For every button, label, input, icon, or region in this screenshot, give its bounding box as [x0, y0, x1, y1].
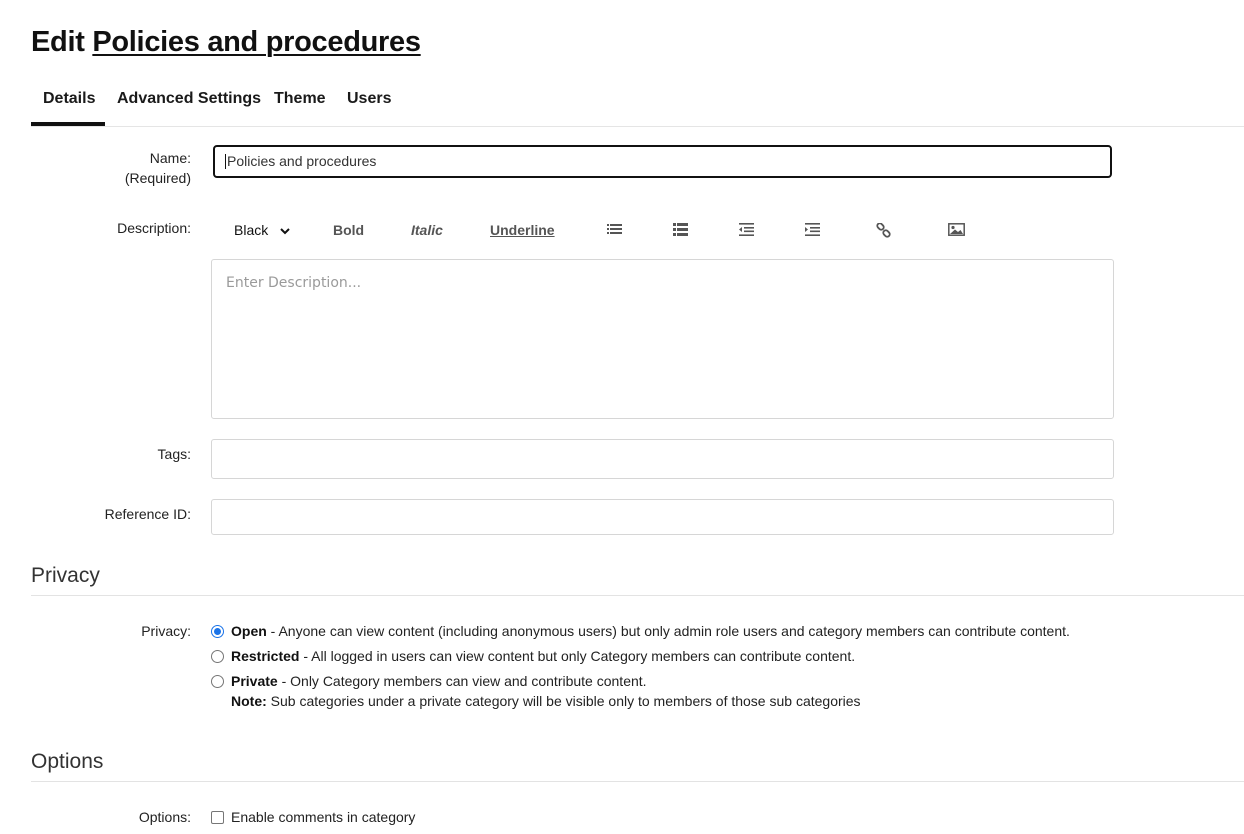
privacy-restricted-option[interactable]: [231, 646, 855, 666]
indent-icon: [805, 223, 820, 236]
indent-button[interactable]: [805, 216, 820, 244]
category-title-link[interactable]: Policies and procedures: [92, 26, 421, 58]
numbered-list-button[interactable]: [673, 216, 688, 244]
tab-theme[interactable]: [274, 84, 326, 126]
description-editor[interactable]: [211, 259, 1114, 419]
italic-button[interactable]: Italic: [411, 222, 443, 238]
tab-bar: [31, 84, 1244, 127]
numbered-list-icon: [673, 223, 688, 236]
bulleted-list-icon: [607, 223, 622, 236]
font-color-value: Black: [234, 222, 269, 238]
privacy-open-description: - Anyone can view content (including anonymous users) but only admin role users and category members can contribute content.: [266, 623, 1070, 639]
text-caret: [225, 154, 226, 169]
privacy-section-title: Privacy: [31, 564, 100, 587]
page-title-prefix: Edit: [31, 26, 85, 58]
privacy-restricted-description: - All logged in users can view content but only Category members can contribute content.: [299, 648, 856, 664]
chevron-down-icon: [280, 228, 290, 235]
privacy-private-name: Private: [231, 673, 278, 689]
description-label: Description:: [117, 220, 191, 236]
privacy-note-label: Note:: [231, 693, 267, 709]
image-icon: [948, 223, 965, 236]
tab-users[interactable]: [347, 84, 391, 126]
privacy-restricted-name: Restricted: [231, 648, 300, 664]
enable-comments-label[interactable]: Enable comments in category: [231, 809, 416, 825]
bulleted-list-button[interactable]: [607, 216, 622, 244]
name-label-text: Name:: [149, 150, 191, 166]
reference-id-input[interactable]: [211, 499, 1114, 535]
page-title: [31, 22, 421, 62]
reference-id-label: Reference ID:: [104, 506, 191, 522]
privacy-open-radio[interactable]: [211, 625, 224, 638]
privacy-private-note: [231, 691, 861, 711]
privacy-private-description: - Only Category members can view and contribute content.: [277, 673, 647, 689]
tab-details[interactable]: [31, 84, 105, 126]
name-required-text: (Required): [124, 170, 191, 186]
privacy-private-option[interactable]: [231, 671, 647, 691]
underline-button[interactable]: Underline: [490, 222, 555, 238]
privacy-private-radio[interactable]: [211, 675, 224, 688]
privacy-open-option[interactable]: [231, 621, 1070, 641]
privacy-restricted-radio[interactable]: [211, 650, 224, 663]
description-placeholder: Enter Description...: [226, 275, 362, 291]
outdent-button[interactable]: [739, 216, 754, 244]
tab-details-label: Details: [43, 90, 96, 107]
name-label: [125, 148, 191, 188]
options-label: Options:: [138, 809, 191, 825]
privacy-open-name: Open: [231, 623, 267, 639]
bold-button[interactable]: Bold: [333, 222, 365, 238]
link-button[interactable]: [876, 216, 891, 244]
name-input-value: Policies and procedures: [227, 153, 377, 169]
link-icon: [876, 223, 891, 238]
font-color-select[interactable]: [234, 216, 290, 244]
image-button[interactable]: [948, 216, 965, 244]
name-input[interactable]: [213, 145, 1112, 178]
tab-users-label: Users: [347, 90, 392, 107]
enable-comments-checkbox[interactable]: [211, 811, 224, 824]
tags-label: Tags:: [157, 446, 191, 462]
tab-advanced-settings-label: Advanced Settings: [117, 90, 262, 107]
options-divider: [31, 781, 1244, 782]
outdent-icon: [739, 223, 754, 236]
options-section-title: Options: [31, 750, 104, 773]
privacy-note-text: Sub categories under a private category will be visible only to members of those sub categories: [266, 693, 861, 709]
tab-advanced-settings[interactable]: [117, 84, 261, 126]
tab-theme-label: Theme: [274, 90, 326, 107]
privacy-divider: [31, 595, 1244, 596]
privacy-label: Privacy:: [141, 623, 191, 639]
tags-input[interactable]: [211, 439, 1114, 479]
